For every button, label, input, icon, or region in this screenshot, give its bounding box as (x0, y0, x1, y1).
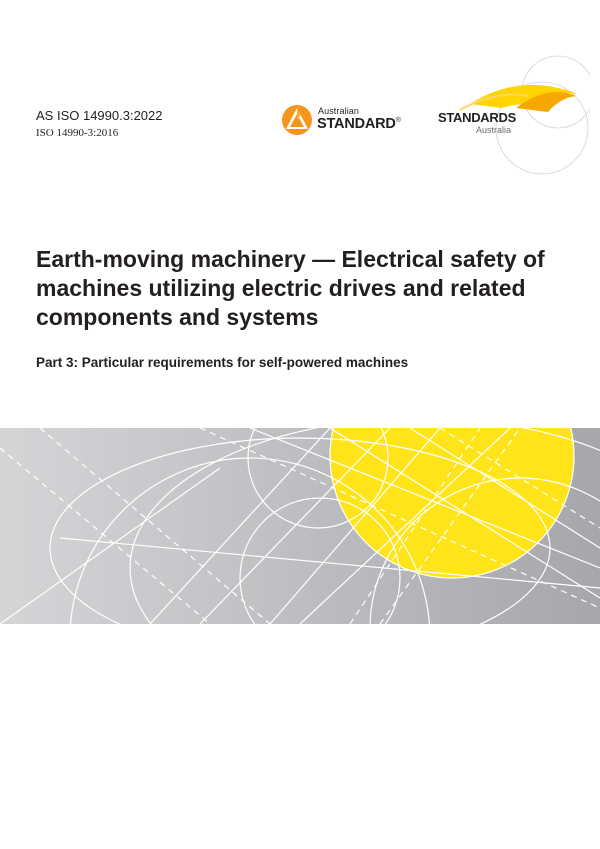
document-identifiers (36, 108, 162, 140)
cover-geometric-artwork (0, 428, 600, 624)
geometric-pattern (0, 428, 600, 624)
document-part-title: Part 3: Particular requirements for self-powered machines (36, 355, 409, 370)
standard-designation: AS ISO 14990.3:2022 (36, 108, 163, 123)
logo-word-standards: STANDARDS (438, 110, 516, 125)
registered-mark: ® (395, 117, 401, 125)
document-title: Earth-moving machinery — Electrical safety of machines utilizing electric drives and related components and systems (36, 246, 545, 330)
logo-word-australian: Australian (318, 106, 360, 116)
logo-word-standard: STANDARD® (317, 116, 401, 132)
logo-word-australia: Australia (476, 125, 512, 135)
australian-standard-logo (281, 103, 401, 139)
iso-designation: ISO 14990-3:2016 (36, 127, 119, 139)
orange-triangle-icon (281, 103, 315, 137)
standards-australia-logo (430, 50, 590, 180)
